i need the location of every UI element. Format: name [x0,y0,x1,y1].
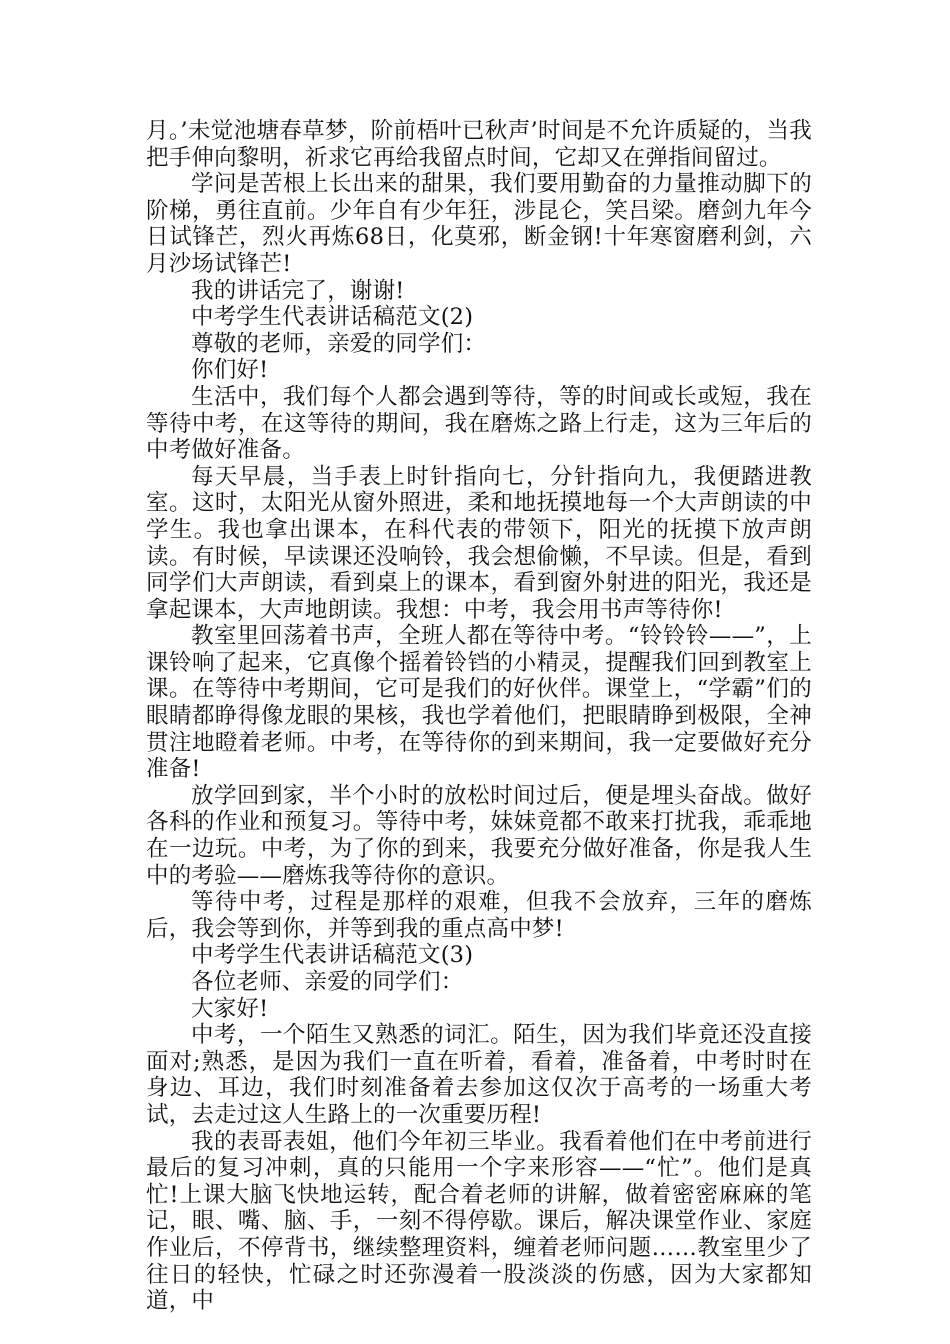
paragraph: 教室里回荡着书声，全班人都在等待中考。“铃铃铃——”，上课铃响了起来，它真像个摇着铃铛的小精灵，提醒我们回到教室上课。在等待中考期间，它可是我们的好伙伴。课堂上，“学霸”们的眼睛都睁得像龙眼的果核，我也学着他们，把眼睛睁到极限，全神贯注地瞪着老师。中考，在等待你的到来期间，我一定要做好充分准备! [146,623,812,783]
paragraph: 等待中考，过程是那样的艰难，但我不会放弃，三年的磨炼后，我会等到你，并等到我的重点高中梦! [146,889,812,942]
greeting: 大家好! [191,995,269,1022]
greeting: 你们好! [191,357,269,384]
paragraph-continued: 月。’未觉池塘春草梦，阶前梧叶已秋声’时间是不允许质疑的，当我把手伸向黎明，祈求它再给我留点时间，它却又在弹指间留过。 [146,118,812,171]
paragraph: 学问是苦根上长出来的甜果，我们要用勤奋的力量推动脚下的阶梯，勇往直前。少年自有少年狂，涉昆仑，笑吕梁。磨剑九年今日试锋芒，烈火再炼68日，化莫邪，断金钢!十年寒窗磨利剑，六月沙场试锋芒! [146,171,812,277]
paragraph: 放学回到家，半个小时的放松时间过后，便是埋头奋战。做好各科的作业和预复习。等待中考，妹妹竟都不敢来打扰我，乖乖地在一边玩。中考，为了你的到来，我要充分做好准备，你是我人生中的考验——磨炼我等待你的意识。 [146,782,812,889]
salutation: 尊敬的老师，亲爱的同学们： [191,330,487,357]
paragraph: 每天早晨，当手表上时针指向七，分针指向九，我便踏进教室。这时，太阳光从窗外照进，柔和地抚摸地每一个大声朗读的中学生。我也拿出课本，在科代表的带领下，阳光的抚摸下放声朗读。有时候，早读课还没响铃，我会想偷懒，不早读。但是，看到同学们大声朗读，看到桌上的课本，看到窗外射进的阳光，我还是拿起课本，大声地朗读。我想：中考，我会用书声等待你! [146,463,812,623]
paragraph: 生活中，我们每个人都会遇到等待，等的时间或长或短，我在等待中考，在这等待的期间，我在磨炼之路上行走，这为三年后的中考做好准备。 [146,383,812,464]
section-heading: 中考学生代表讲话稿范文(3) [191,942,474,969]
paragraph: 中考，一个陌生又熟悉的词汇。陌生，因为我们毕竟还没直接面对;熟悉，是因为我们一直在听着，看着，准备着，中考时时在身边、耳边，我们时刻准备着去参加这仅次于高考的一场重大考试，去走过这人生路上的一次重要历程! [146,1022,812,1128]
closing-line: 我的讲话完了，谢谢! [191,277,405,304]
salutation: 各位老师、亲爱的同学们： [191,969,464,995]
document-body [146,118,812,1315]
paragraph: 我的表哥表姐，他们今年初三毕业。我看着他们在中考前进行最后的复习冲刺，真的只能用一个字来形容——“忙”。他们是真忙!上课大脑飞快地运转，配合着老师的讲解，做着密密麻麻的笔记，眼、嘴、脑、手，一刻不得停歇。课后，解决课堂作业、家庭作业后，不停背书，继续整理资料，缠着老师问题……教室里少了往日的轻快，忙碌之时还弥漫着一股淡淡的伤感，因为大家都知道，中 [146,1128,812,1315]
section-heading: 中考学生代表讲话稿范文(2) [191,304,474,331]
